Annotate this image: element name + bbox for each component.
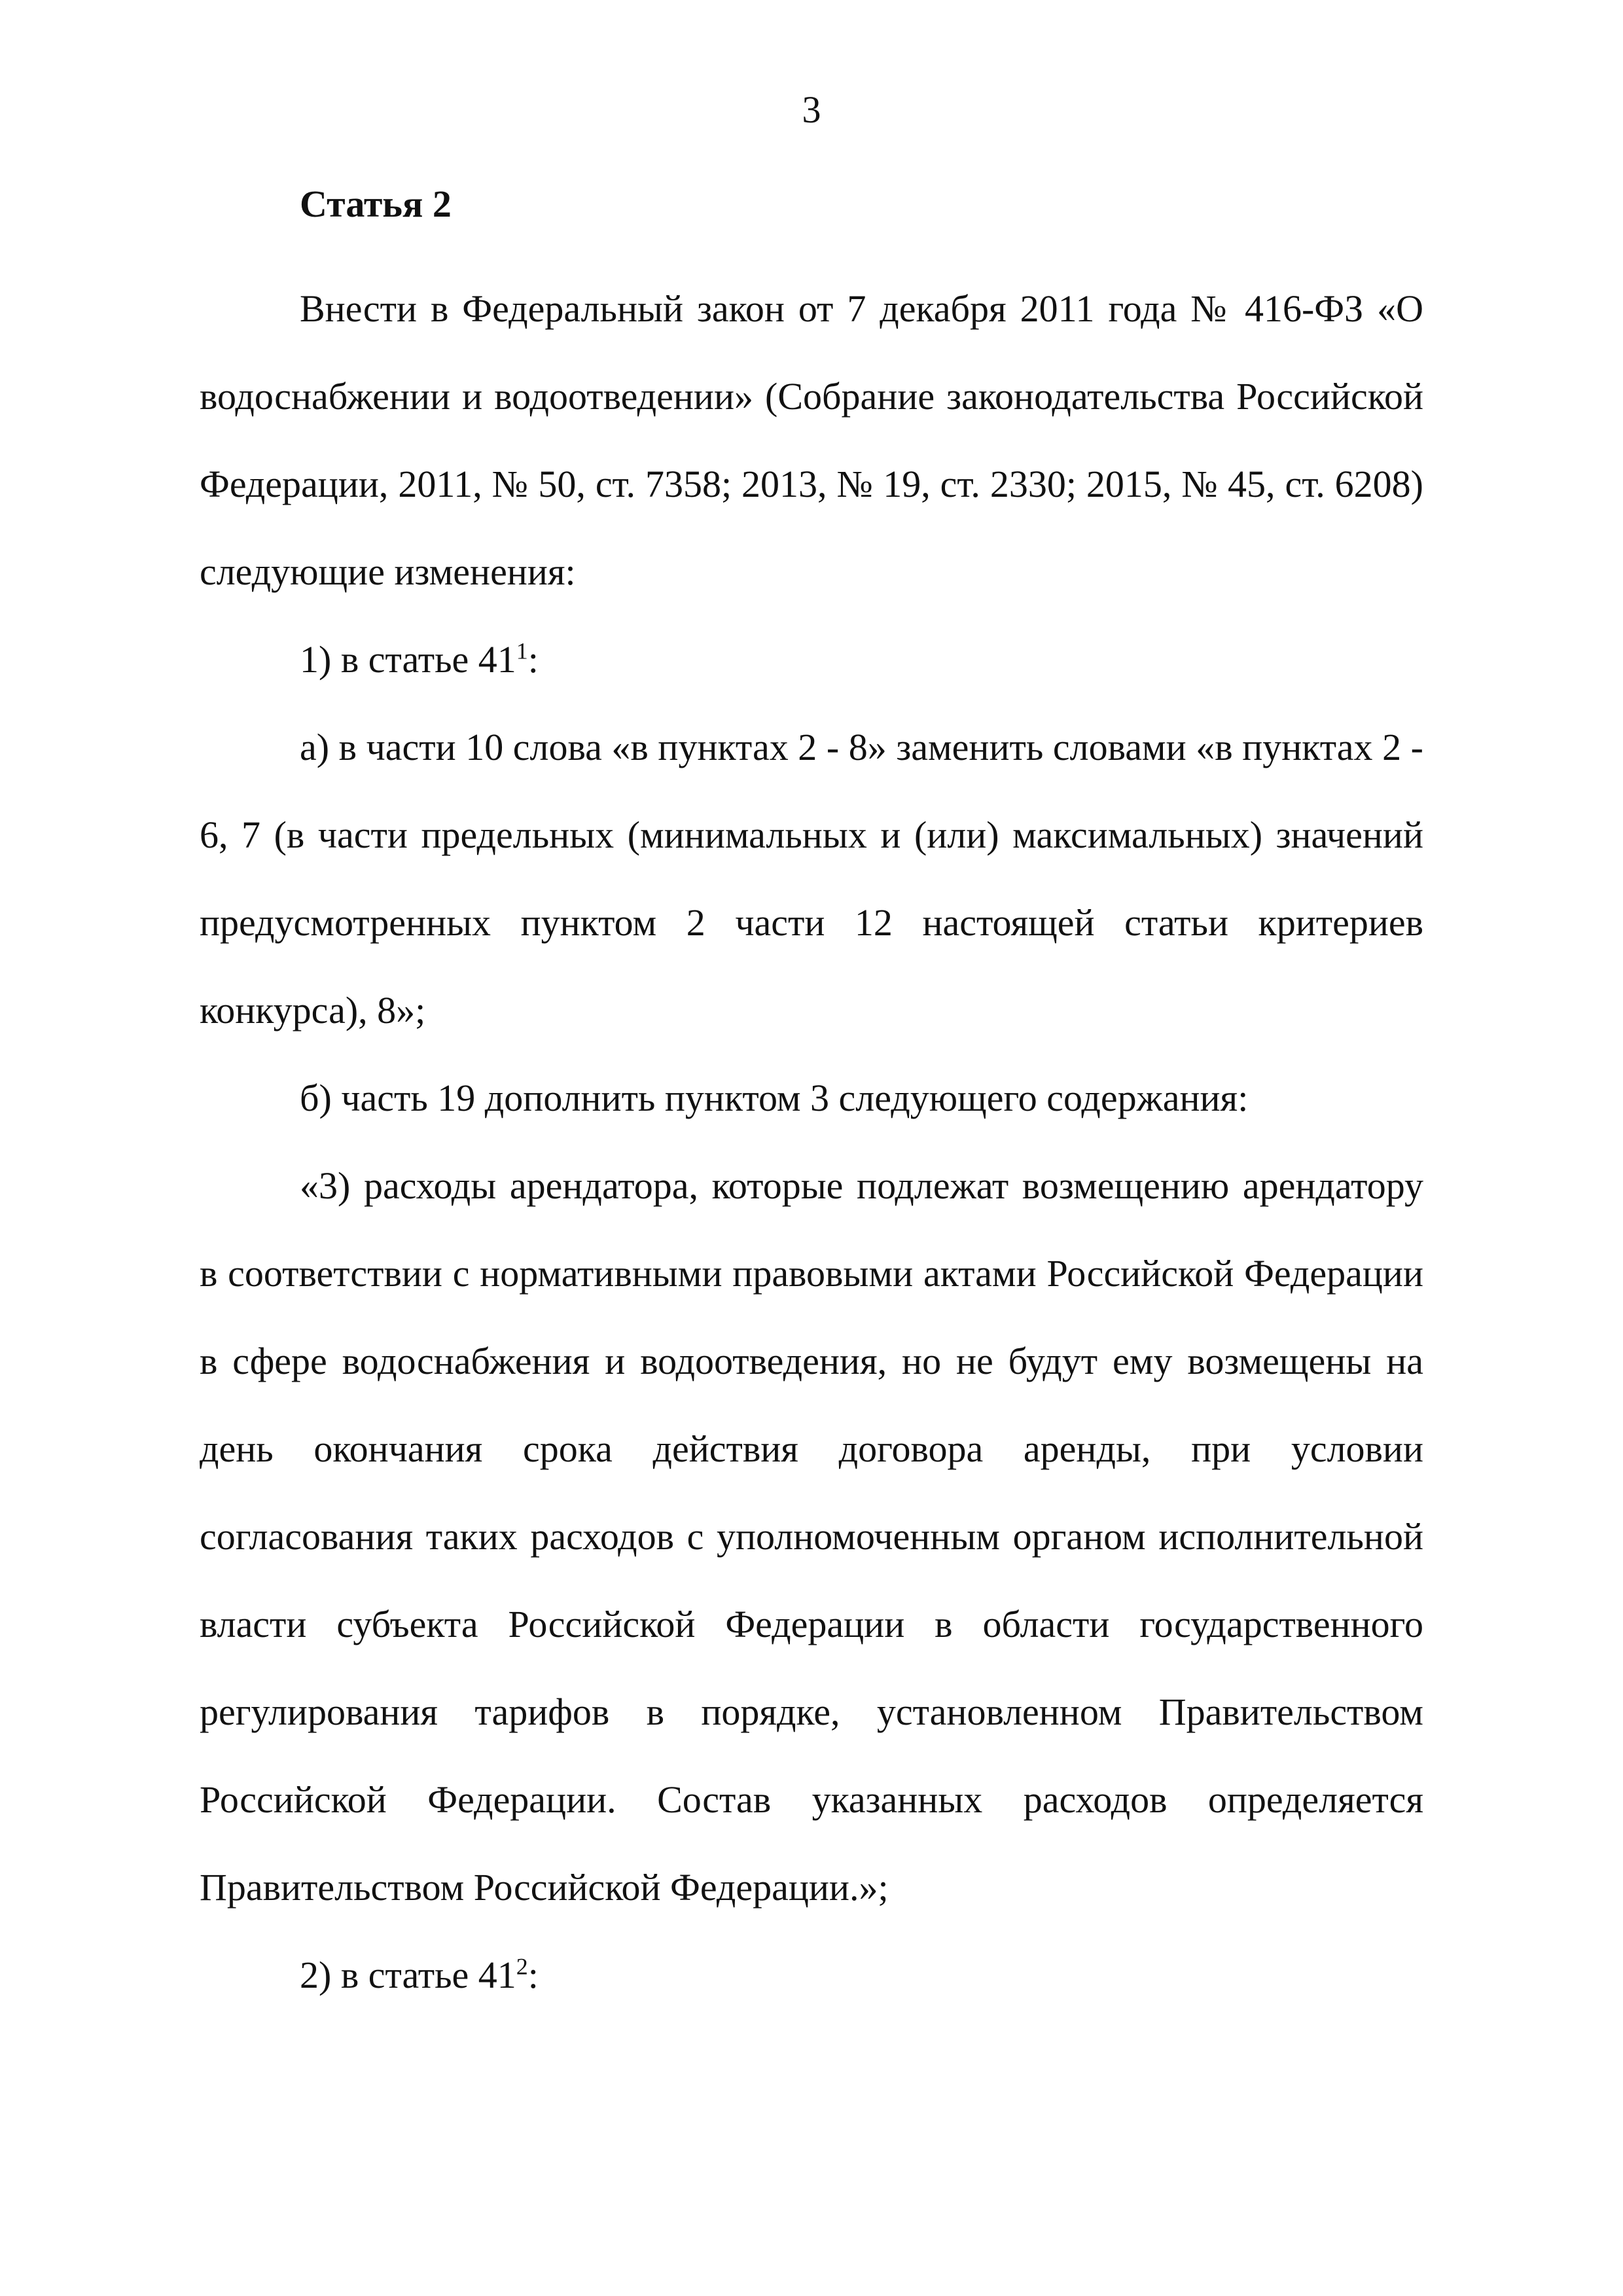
paragraph-intro: Внести в Федеральный закон от 7 декабря 2011 года № 416-ФЗ «О водоснабжении и водоотведении» (Собрание законодательства Российской Федерации, 2011, № 50, ст. 7358; 2013, № 19, ст. 2330; 2015, № 45, ст. 6208) следующие изменения:: [200, 287, 1423, 593]
document-body: [200, 265, 1423, 2019]
item-2-prefix: 2) в статье 41: [300, 1954, 516, 1996]
paragraph-item-1: [200, 616, 1423, 704]
item-2-suffix: :: [527, 1954, 539, 1996]
page-number: 3: [802, 88, 821, 131]
paragraph-quoted-item-3: «3) расходы арендатора, которые подлежат возмещению арендатору в соответствии с нормативными правовыми актами Российской Федерации в сфере водоснабжения и водоотведения, но не будут ему возмещены на день окончания срока действия договора аренды, при условии согласования таких расходов с уполномоченным органом исполнительной власти субъекта Российской Федерации в области государственного регулирования тарифов в порядке, установленном Правительством Российской Федерации. Состав указанных расходов определяется Правительством Российской Федерации.»;: [200, 1164, 1423, 1909]
item-1-suffix: :: [527, 638, 539, 681]
item-1-superscript: 1: [516, 637, 528, 664]
item-1-prefix: 1) в статье 41: [300, 638, 516, 681]
article-heading: Статья 2: [300, 183, 452, 225]
paragraph-subitem-a: а) в части 10 слова «в пунктах 2 - 8» заменить словами «в пунктах 2 - 6, 7 (в части предельных (минимальных и (или) максимальных) значений предусмотренных пунктом 2 части 12 настоящей статьи критериев конкурса), 8»;: [200, 726, 1423, 1031]
item-2-superscript: 2: [516, 1953, 528, 1980]
paragraph-item-2: [200, 1931, 1423, 2019]
paragraph-subitem-b: б) часть 19 дополнить пунктом 3 следующего содержания:: [300, 1077, 1249, 1119]
